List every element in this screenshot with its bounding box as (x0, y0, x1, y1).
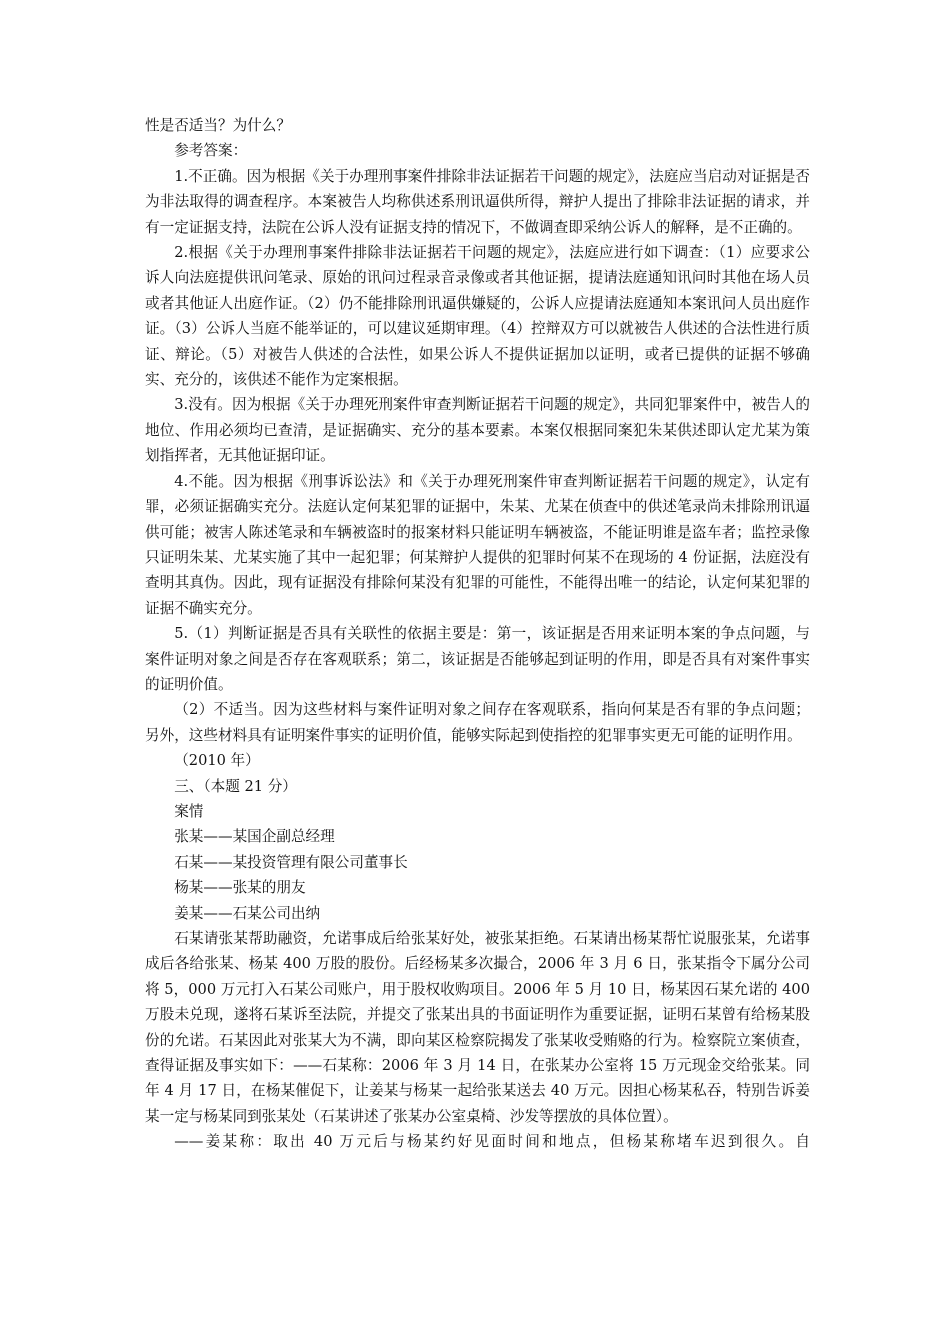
paragraph: 5.（1）判断证据是否具有关联性的依据主要是：第一，该证据是否用来证明本案的争点问题，与案件证明对象之间是否存在客观联系；第二，该证据是否能够起到证明的作用，即是否具有对案件事实的证明价值。 (145, 625, 810, 693)
paragraph: 性是否适当？为什么？ (145, 117, 291, 134)
paragraph: 1.不正确。因为根据《关于办理刑事案件排除非法证据若干问题的规定》，法庭应当启动对证据是否为非法取得的调查程序。本案被告人均称供述系刑讯逼供所得，辩护人提出了排除非法证据的请求，并有一定证据支持，法院在公诉人没有证据支持的情况下，不做调查即采纳公诉人的解释，是不正确的。 (145, 167, 810, 236)
paragraph: 参考答案： (174, 142, 248, 160)
paragraph: 杨某——张某的朋友 (174, 879, 306, 897)
paragraph: 案情 (174, 802, 204, 820)
paragraph: （2）不适当。因为这些材料与案件证明对象之间存在客观联系，指向何某是否有罪的争点问题；另外，这些材料具有证明案件事实的证明价值，能够实际起到使指控的犯罪事实更无可能的证明作用。 (145, 701, 810, 744)
paragraph: 2.根据《关于办理刑事案件排除非法证据若干问题的规定》，法庭应进行如下调查：（1）应要求公诉人向法庭提供讯问笔录、原始的讯问过程录音录像或者其他证据，提请法庭通知讯问时其他在场人员或者其他证人出庭作证。（2）仍不能排除刑讯逼供嫌疑的，公诉人应提请法庭通知本案讯问人员出庭作证。（3）公诉人当庭不能举证的，可以建议延期审理。（4）控辩双方可以就被告人供述的合法性进行质证、辩论。（5）对被告人供述的合法性，如果公诉人不提供证据加以证明，或者已提供的证据不够确实、充分的，该供述不能作为定案根据。 (145, 244, 810, 389)
paragraph: 4.不能。因为根据《刑事诉讼法》和《关于办理死刑案件审查判断证据若干问题的规定》，认定有罪，必须证据确实充分。法庭认定何某犯罪的证据中，朱某、尤某在侦查中的供述笔录尚未排除刑讯逼供可能；被害人陈述笔录和车辆被盗时的报案材料只能证明车辆被盗，不能证明谁是盗车者；监控录像只证明朱某、尤某实施了其中一起犯罪；何某辩护人提供的犯罪时何某不在现场的 4 份证据，法庭没有查明其真伪。因此，现有证据没有排除何某没有犯罪的可能性，不能得出唯一的结论，认定何某犯罪的证据不确实充分。 (145, 472, 810, 617)
paragraph: 张某——某国企副总经理 (174, 828, 335, 846)
paragraph: 三、（本题 21 分） (174, 777, 297, 795)
paragraph: 姜某——石某公司出纳 (174, 904, 321, 922)
paragraph: （2010 年） (174, 752, 260, 770)
paragraph: 3.没有。因为根据《关于办理死刑案件审查判断证据若干问题的规定》，共同犯罪案件中，被告人的地位、作用必须均已查清，是证据确实、充分的基本要素。本案仅根据同案犯朱某供述即认定尤某为策划指挥者，无其他证据印证。 (145, 396, 810, 465)
paragraph: ——姜某称：取出 40 万元后与杨某约好见面时间和地点，但杨某称堵车迟到很久。自 (174, 1133, 810, 1151)
paragraph: 石某——某投资管理有限公司董事长 (174, 853, 408, 871)
document-body (145, 113, 810, 1155)
paragraph: 石某请张某帮助融资，允诺事成后给张某好处，被张某拒绝。石某请出杨某帮忙说服张某，允诺事成后各给张某、杨某 400 万股的股份。后经杨某多次撮合，2006 年 3 月 6 日，张某指令下属分公司将 5，000 万元打入石某公司账户，用于股权收购项目。2006 年 5 月 10 日，杨某因石某允诺的 400 万股未兑现，遂将石某诉至法院，并提交了张某出具的书面证明作为重要证据，证明石某曾有给杨某股份的允诺。石某因此对张某大为不满，即向某区检察院揭发了张某收受贿赂的行为。检察院立案侦查，查得证据及事实如下：——石某称：2006 年 3 月 14 日，在张某办公室将 15 万元现金交给张某。同年 4 月 17 日，在杨某催促下，让姜某与杨某一起给张某送去 40 万元。因担心杨某私吞，特别告诉姜某一定与杨某同到张某处（石某讲述了张某办公室桌椅、沙发等摆放的具体位置）。 (145, 930, 810, 1125)
